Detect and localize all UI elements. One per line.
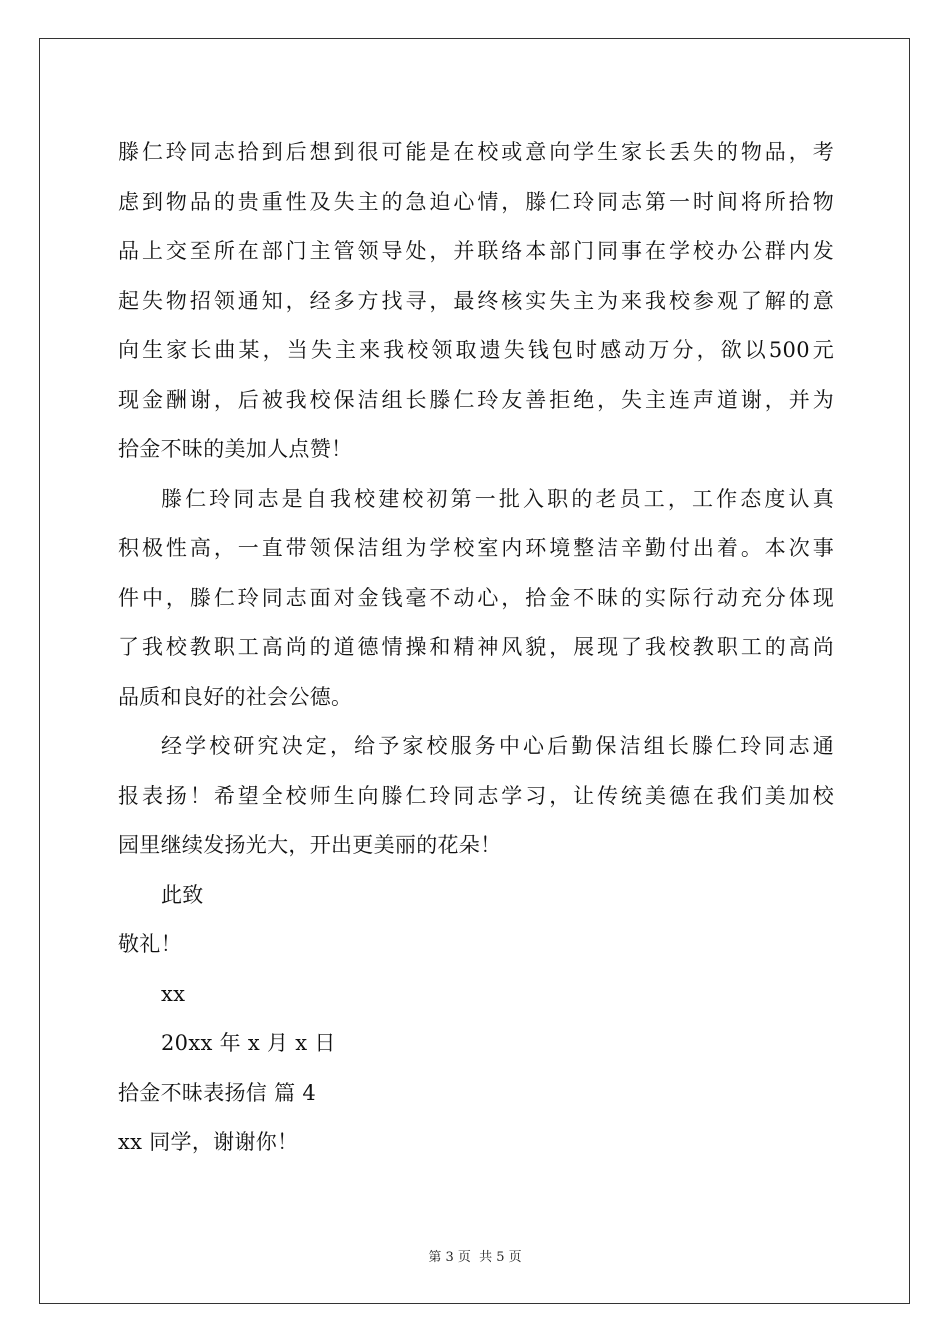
paragraph-line: 品质和良好的社会公德。 bbox=[118, 684, 353, 709]
paragraph-line: 起失物招领通知，经多方找寻，最终核实失主为来我校参观了解的意 bbox=[118, 288, 834, 313]
closing-regards: 敬礼！ bbox=[118, 932, 182, 956]
page-total: 共 5 页 bbox=[479, 1250, 522, 1265]
document-body bbox=[118, 128, 834, 1168]
paragraph-line: 虑到物品的贵重性及失主的急迫心情，滕仁玲同志第一时间将所拾物 bbox=[118, 189, 834, 214]
paragraph-line: 报表扬！希望全校师生向滕仁玲同志学习，让传统美德在我们美加校 bbox=[118, 783, 834, 808]
section-first-line: xx 同学，谢谢你！ bbox=[118, 1130, 299, 1154]
paragraph-line: 现金酬谢，后被我校保洁组长滕仁玲友善拒绝，失主连声道谢，并为 bbox=[118, 387, 834, 412]
paragraph-line: 向生家长曲某，当失主来我校领取遗失钱包时感动万分，欲以500元 bbox=[118, 338, 834, 362]
paragraph-line: 园里继续发扬光大，开出更美丽的花朵！ bbox=[118, 833, 502, 857]
paragraph-line: 了我校教职工高尚的道德情操和精神风貌，展现了我校教职工的高尚 bbox=[118, 635, 834, 659]
paragraph-line: 滕仁玲同志是自我校建校初第一批入职的老员工，工作态度认真 bbox=[161, 486, 834, 511]
page-footer bbox=[0, 1246, 950, 1265]
paragraph-line: 品上交至所在部门主管领导处，并联络本部门同事在学校办公群内发 bbox=[118, 239, 834, 263]
paragraph-3 bbox=[118, 722, 834, 871]
paragraph-line: 经学校研究决定，给予家校服务中心后勤保洁组长滕仁玲同志通 bbox=[161, 734, 834, 758]
paragraph-line: 滕仁玲同志拾到后想到很可能是在校或意向学生家长丢失的物品，考 bbox=[118, 140, 834, 164]
paragraph-2 bbox=[118, 475, 834, 723]
paragraph-line: 件中，滕仁玲同志面对金钱毫不动心，拾金不昧的实际行动充分体现 bbox=[118, 585, 834, 610]
page-number: 第 3 页 bbox=[428, 1250, 471, 1265]
paragraph-line: 拾金不昧的美加人点赞！ bbox=[118, 437, 353, 461]
paragraph-1 bbox=[118, 128, 834, 475]
letter-date: 20xx 年 x 月 x 日 bbox=[161, 1031, 336, 1055]
paragraph-line: 积极性高，一直带领保洁组为学校室内环境整洁辛勤付出着。本次事 bbox=[118, 536, 834, 560]
section-title: 拾金不昧表扬信 篇 4 bbox=[118, 1080, 317, 1105]
signature: xx bbox=[161, 981, 186, 1006]
closing-salutation: 此致 bbox=[161, 882, 204, 907]
